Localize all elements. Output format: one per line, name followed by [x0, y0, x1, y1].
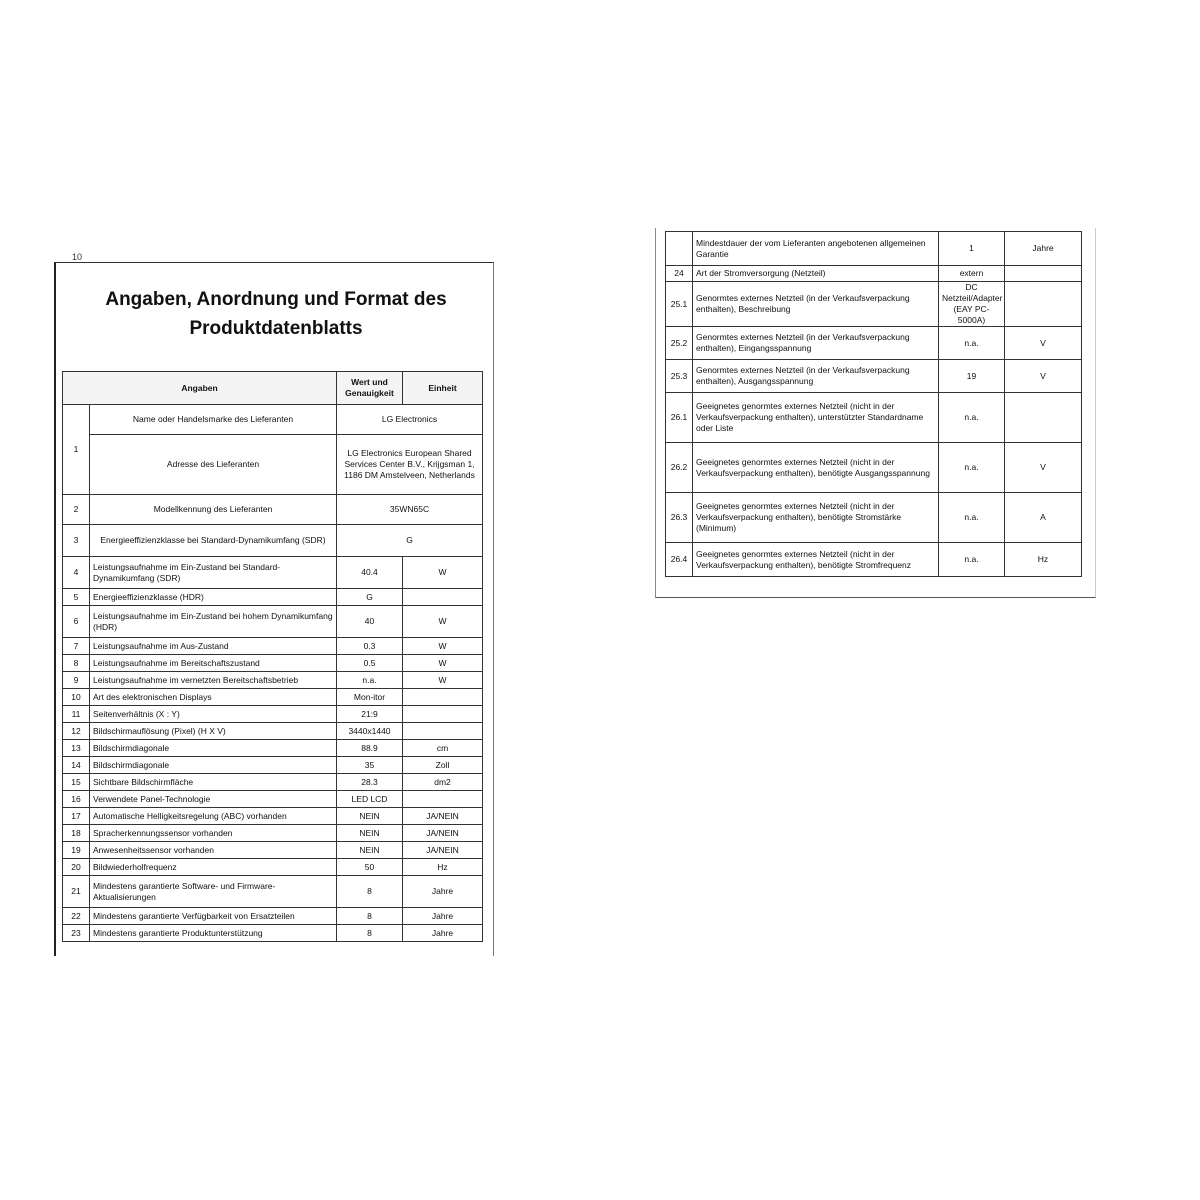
- table-row: [63, 825, 483, 842]
- row-number: 25.1: [666, 282, 693, 327]
- row-unit: V: [1005, 360, 1082, 393]
- row-value: 19: [939, 360, 1005, 393]
- header-unit: Einheit: [403, 372, 483, 405]
- table-row: [666, 393, 1082, 443]
- row-label: Geeignetes genormtes externes Netzteil (nicht in der Verkaufsverpackung enthalten), unterstützter Standardname oder Liste: [693, 393, 939, 443]
- row-unit: [403, 723, 483, 740]
- row-value: NEIN: [337, 842, 403, 859]
- table-row: [63, 589, 483, 606]
- table-header-row: [63, 372, 483, 405]
- table-row: [63, 842, 483, 859]
- row-number: [666, 232, 693, 266]
- row-number: 15: [63, 774, 90, 791]
- row-unit: cm: [403, 740, 483, 757]
- row-label: Spracherkennungssensor vorhanden: [90, 825, 337, 842]
- row-value: n.a.: [939, 543, 1005, 577]
- row-value: 1: [939, 232, 1005, 266]
- row-value: n.a.: [939, 393, 1005, 443]
- row-value: G: [337, 525, 483, 557]
- row-value: extern: [939, 266, 1005, 282]
- row-number: 9: [63, 672, 90, 689]
- table-row: [63, 925, 483, 942]
- row-unit: Zoll: [403, 757, 483, 774]
- row-label: Mindestdauer der vom Lieferanten angebotenen allgemeinen Garantie: [693, 232, 939, 266]
- row-label: Genormtes externes Netzteil (in der Verkaufsverpackung enthalten), Ausgangsspannung: [693, 360, 939, 393]
- row-number: 17: [63, 808, 90, 825]
- table-row: [63, 495, 483, 525]
- row-label: Seitenverhältnis (X : Y): [90, 706, 337, 723]
- table-row: [63, 638, 483, 655]
- table-row: [63, 525, 483, 557]
- row-number: 24: [666, 266, 693, 282]
- row-value: DC Netzteil/Adapter (EAY PC-5000A): [939, 282, 1005, 327]
- table-row: [63, 405, 483, 435]
- row-value: 88.9: [337, 740, 403, 757]
- row-unit: V: [1005, 443, 1082, 493]
- row-number: 7: [63, 638, 90, 655]
- table-row: [63, 791, 483, 808]
- row-number: 26.3: [666, 493, 693, 543]
- row-label: Automatische Helligkeitsregelung (ABC) vorhanden: [90, 808, 337, 825]
- row-unit: [1005, 393, 1082, 443]
- row-unit: [1005, 282, 1082, 327]
- row-number: 23: [63, 925, 90, 942]
- row-number: 12: [63, 723, 90, 740]
- row-unit: W: [403, 606, 483, 638]
- row-number: 6: [63, 606, 90, 638]
- row-unit: [403, 791, 483, 808]
- table-row: [63, 706, 483, 723]
- row-unit: V: [1005, 327, 1082, 360]
- row-value: LED LCD: [337, 791, 403, 808]
- row-unit: Hz: [403, 859, 483, 876]
- row-label: Anwesenheitssensor vorhanden: [90, 842, 337, 859]
- row-unit: [403, 689, 483, 706]
- row-label: Leistungsaufnahme im Aus-Zustand: [90, 638, 337, 655]
- row-label: Leistungsaufnahme im Bereitschaftszustand: [90, 655, 337, 672]
- row-label: Leistungsaufnahme im Ein-Zustand bei hohem Dynamikumfang (HDR): [90, 606, 337, 638]
- table-row: [63, 435, 483, 495]
- row-number: 10: [63, 689, 90, 706]
- row-number: 2: [63, 495, 90, 525]
- row-value: n.a.: [939, 443, 1005, 493]
- row-label: Adresse des Lieferanten: [90, 435, 337, 495]
- table-row: [63, 672, 483, 689]
- row-value: 3440x1440: [337, 723, 403, 740]
- row-number: 16: [63, 791, 90, 808]
- row-label: Art der Stromversorgung (Netzteil): [693, 266, 939, 282]
- row-unit: JA/NEIN: [403, 825, 483, 842]
- row-value: 8: [337, 908, 403, 925]
- table-row: [63, 557, 483, 589]
- row-unit: W: [403, 557, 483, 589]
- row-label: Energieeffizienzklasse (HDR): [90, 589, 337, 606]
- row-unit: dm2: [403, 774, 483, 791]
- table-row: [63, 908, 483, 925]
- row-number: 11: [63, 706, 90, 723]
- row-label: Genormtes externes Netzteil (in der Verkaufsverpackung enthalten), Eingangsspannung: [693, 327, 939, 360]
- row-value: LG Electronics European Shared Services Center B.V., Krijgsman 1, 1186 DM Amstelveen, Netherlands: [337, 435, 483, 495]
- row-unit: JA/NEIN: [403, 808, 483, 825]
- table-row: [666, 493, 1082, 543]
- row-label: Geeignetes genormtes externes Netzteil (nicht in der Verkaufsverpackung enthalten), benötigte Stromstärke (Minimum): [693, 493, 939, 543]
- row-number: 20: [63, 859, 90, 876]
- row-unit: [403, 706, 483, 723]
- row-label: Mindestens garantierte Software- und Firmware-Aktualisierungen: [90, 876, 337, 908]
- table-row: [63, 655, 483, 672]
- row-label: Verwendete Panel-Technologie: [90, 791, 337, 808]
- row-unit: Jahre: [1005, 232, 1082, 266]
- row-number: 21: [63, 876, 90, 908]
- table-row: [666, 232, 1082, 266]
- row-number: 5: [63, 589, 90, 606]
- row-value: 8: [337, 925, 403, 942]
- document-title: Angaben, Anordnung und Format des Produktdatenblatts: [105, 289, 447, 339]
- row-value: 40.4: [337, 557, 403, 589]
- row-number: 26.2: [666, 443, 693, 493]
- row-label: Bildschirmauflösung (Pixel) (H X V): [90, 723, 337, 740]
- row-unit: W: [403, 655, 483, 672]
- row-number: 13: [63, 740, 90, 757]
- row-unit: [1005, 266, 1082, 282]
- row-label: Mindestens garantierte Produktunterstützung: [90, 925, 337, 942]
- row-value: Mon-itor: [337, 689, 403, 706]
- table-row: [63, 876, 483, 908]
- row-number: 4: [63, 557, 90, 589]
- row-value: n.a.: [939, 493, 1005, 543]
- table-row: [63, 808, 483, 825]
- row-label: Leistungsaufnahme im vernetzten Bereitschaftsbetrieb: [90, 672, 337, 689]
- row-value: 40: [337, 606, 403, 638]
- row-number: 14: [63, 757, 90, 774]
- table-row: [666, 443, 1082, 493]
- row-label: Bildschirmdiagonale: [90, 740, 337, 757]
- row-unit: Jahre: [403, 908, 483, 925]
- row-value: G: [337, 589, 403, 606]
- row-value: 8: [337, 876, 403, 908]
- row-value: 28.3: [337, 774, 403, 791]
- row-label: Bildschirmdiagonale: [90, 757, 337, 774]
- table-row: [63, 740, 483, 757]
- row-value: NEIN: [337, 808, 403, 825]
- left-rows: [63, 557, 483, 942]
- row-unit: A: [1005, 493, 1082, 543]
- row-unit: Hz: [1005, 543, 1082, 577]
- row-number: 25.3: [666, 360, 693, 393]
- row-number: 25.2: [666, 327, 693, 360]
- row-value: 35WN65C: [337, 495, 483, 525]
- header-info: Angaben: [63, 372, 337, 405]
- table-row: [63, 774, 483, 791]
- header-value: Wert und Genauigkeit: [337, 372, 403, 405]
- table-row: [63, 723, 483, 740]
- row-label: Name oder Handelsmarke des Lieferanten: [90, 405, 337, 435]
- row-number: 19: [63, 842, 90, 859]
- row-unit: [403, 589, 483, 606]
- row-value: 50: [337, 859, 403, 876]
- product-data-table: [62, 371, 483, 942]
- row-value: NEIN: [337, 825, 403, 842]
- row-number: 3: [63, 525, 90, 557]
- table-row: [63, 859, 483, 876]
- row-value: n.a.: [939, 327, 1005, 360]
- row-label: Geeignetes genormtes externes Netzteil (nicht in der Verkaufsverpackung enthalten), benötigte Stromfrequenz: [693, 543, 939, 577]
- row-label: Bildwiederholfrequenz: [90, 859, 337, 876]
- row-number: 22: [63, 908, 90, 925]
- table-row: [666, 327, 1082, 360]
- row-unit: Jahre: [403, 925, 483, 942]
- row-label: Modellkennung des Lieferanten: [90, 495, 337, 525]
- row-value: 35: [337, 757, 403, 774]
- row-number: 26.1: [666, 393, 693, 443]
- power-supply-table: [665, 231, 1082, 577]
- row-number: 18: [63, 825, 90, 842]
- table-row: [63, 606, 483, 638]
- row-label: Mindestens garantierte Verfügbarkeit von Ersatzteilen: [90, 908, 337, 925]
- row-label: Genormtes externes Netzteil (in der Verkaufsverpackung enthalten), Beschreibung: [693, 282, 939, 327]
- row-unit: Jahre: [403, 876, 483, 908]
- row-number: 8: [63, 655, 90, 672]
- row-value: 0.5: [337, 655, 403, 672]
- row-label: Energieeffizienzklasse bei Standard-Dynamikumfang (SDR): [90, 525, 337, 557]
- row-value: 21:9: [337, 706, 403, 723]
- row-number: 26.4: [666, 543, 693, 577]
- row-label: Sichtbare Bildschirmfläche: [90, 774, 337, 791]
- row-label: Leistungsaufnahme im Ein-Zustand bei Standard-Dynamikumfang (SDR): [90, 557, 337, 589]
- table-row: [63, 757, 483, 774]
- right-rows: [666, 232, 1082, 577]
- row-label: Geeignetes genormtes externes Netzteil (nicht in der Verkaufsverpackung enthalten), benötigte Ausgangsspannung: [693, 443, 939, 493]
- table-row: [666, 266, 1082, 282]
- row-unit: JA/NEIN: [403, 842, 483, 859]
- page-number: 10: [72, 252, 83, 262]
- table-row: [666, 360, 1082, 393]
- row-label: Art des elektronischen Displays: [90, 689, 337, 706]
- row-value: LG Electronics: [337, 405, 483, 435]
- table-row: [666, 543, 1082, 577]
- table-row: [63, 689, 483, 706]
- table-row: [666, 282, 1082, 327]
- row-value: n.a.: [337, 672, 403, 689]
- row-value: 0.3: [337, 638, 403, 655]
- row-unit: W: [403, 638, 483, 655]
- row-number: 1: [63, 405, 90, 495]
- row-unit: W: [403, 672, 483, 689]
